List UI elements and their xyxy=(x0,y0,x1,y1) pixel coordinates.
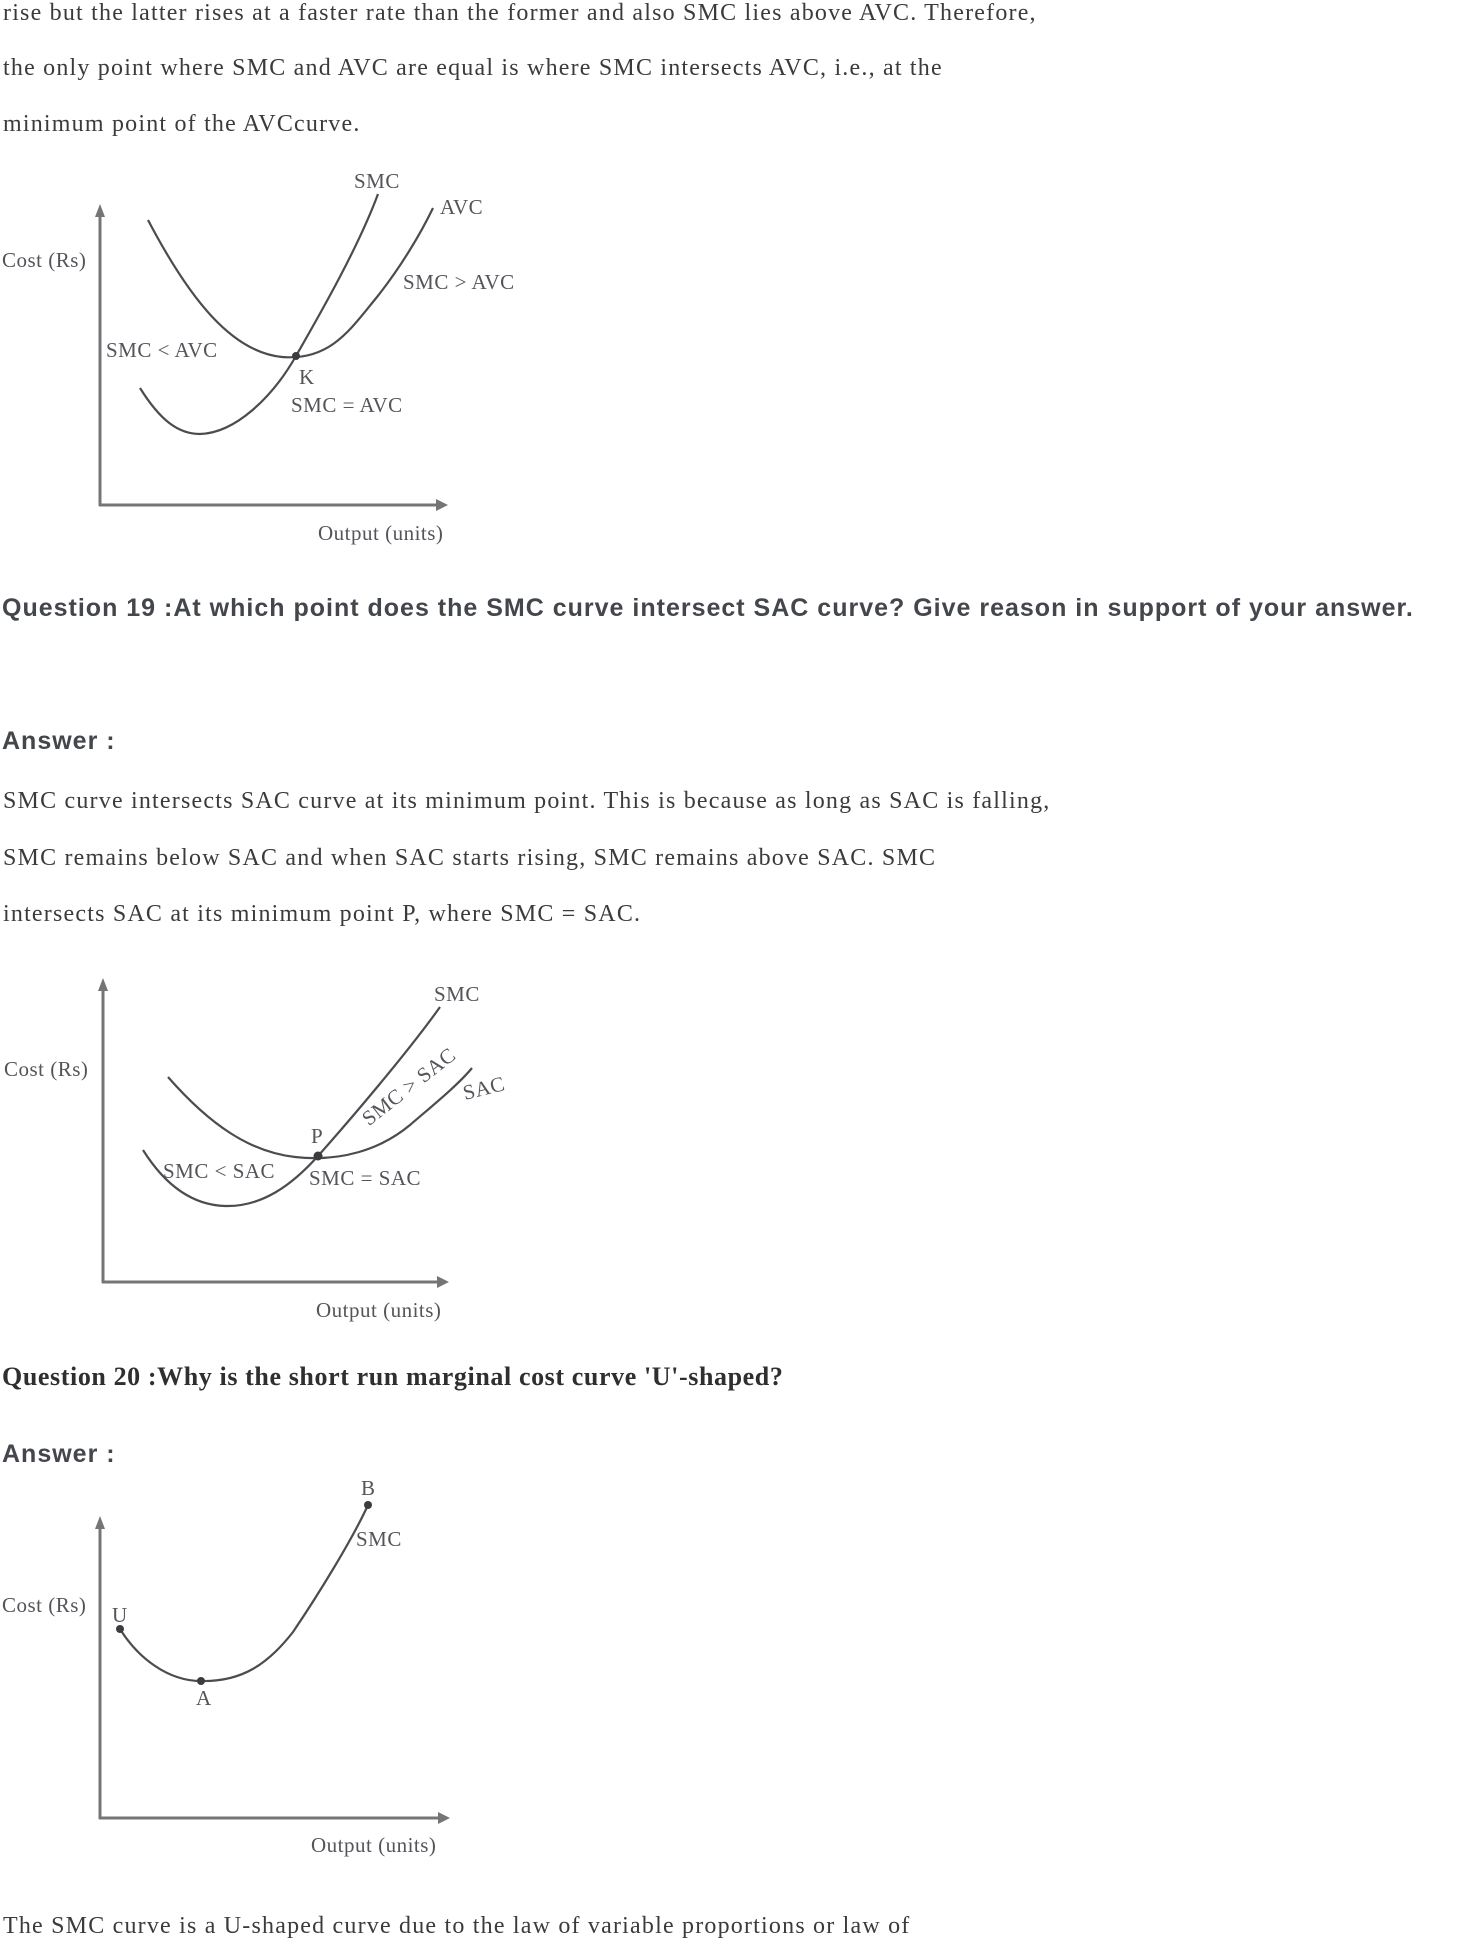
d2-y-axis-arrow-icon xyxy=(98,978,108,991)
d2-y-axis-label: Cost (Rs) xyxy=(4,1057,89,1081)
diagram-smc-sac xyxy=(0,960,540,1330)
d1-point-k-dot xyxy=(292,352,300,360)
d3-point-b-label: B xyxy=(361,1476,376,1500)
answer-19-label: Answer : xyxy=(2,727,116,755)
question-19-heading: Question 19 :At which point does the SMC curve intersect SAC curve? Give reason in support of your answer. xyxy=(2,594,1414,622)
answer-19-line-1: SMC curve intersects SAC curve at its minimum point. This is because as long as SAC is falling, xyxy=(3,788,1051,814)
d1-x-axis-label: Output (units) xyxy=(318,521,444,545)
d1-avc-curve-label: AVC xyxy=(440,195,484,219)
answer-19-line-2: SMC remains below SAC and when SAC starts rising, SMC remains above SAC. SMC xyxy=(3,845,937,871)
d3-y-axis-arrow-icon xyxy=(95,1516,105,1529)
answer-19-line-3: intersects SAC at its minimum point P, where SMC = SAC. xyxy=(3,901,642,927)
d2-point-p-dot xyxy=(314,1152,323,1161)
d3-point-a-label: A xyxy=(196,1686,212,1710)
question-20-heading: Question 20 :Why is the short run marginal cost curve 'U'-shaped? xyxy=(2,1362,784,1391)
d2-equality-label: SMC = SAC xyxy=(309,1166,422,1190)
d2-x-axis-label: Output (units) xyxy=(316,1298,442,1322)
d1-region-less-label: SMC < AVC xyxy=(106,338,218,362)
d3-point-u-label: U xyxy=(112,1603,128,1627)
d1-smc-curve-label: SMC xyxy=(354,169,400,193)
d2-region-less-label: SMC < SAC xyxy=(163,1159,276,1183)
d2-point-p-label: P xyxy=(311,1124,324,1148)
answer-20-label: Answer : xyxy=(2,1440,116,1468)
d3-x-axis-arrow-icon xyxy=(438,1812,450,1824)
d1-region-greater-label: SMC > AVC xyxy=(403,270,515,294)
diagram-smc-avc xyxy=(0,150,540,570)
d3-point-a-dot xyxy=(197,1677,205,1685)
d2-sac-curve-label: SAC xyxy=(460,1071,508,1105)
d3-smc-curve xyxy=(120,1505,368,1681)
d3-smc-curve-label: SMC xyxy=(356,1527,402,1551)
d1-avc-curve xyxy=(148,208,433,357)
d3-point-b-dot xyxy=(364,1501,372,1509)
d3-y-axis-label: Cost (Rs) xyxy=(2,1593,87,1617)
intro-line-1: rise but the latter rises at a faster rate than the former and also SMC lies above AVC. Therefore, xyxy=(3,0,1037,26)
d1-equality-label: SMC = AVC xyxy=(291,393,403,417)
intro-line-2: the only point where SMC and AVC are equal is where SMC intersects AVC, i.e., at the xyxy=(3,55,943,81)
d1-x-axis-arrow-icon xyxy=(436,499,448,511)
d2-region-greater-label: SMC > SAC xyxy=(357,1042,461,1131)
footer-line-1: The SMC curve is a U-shaped curve due to the law of variable proportions or law of xyxy=(3,1913,911,1939)
d1-y-axis-label: Cost (Rs) xyxy=(2,248,87,272)
diagram-u-shaped-smc xyxy=(0,1470,540,1880)
intro-line-3: minimum point of the AVCcurve. xyxy=(3,111,361,137)
d2-x-axis-arrow-icon xyxy=(437,1276,449,1288)
d1-point-k-label: K xyxy=(299,365,315,389)
d1-y-axis-arrow-icon xyxy=(95,204,105,217)
d2-smc-curve-label: SMC xyxy=(434,982,480,1006)
d3-x-axis-label: Output (units) xyxy=(311,1833,437,1857)
